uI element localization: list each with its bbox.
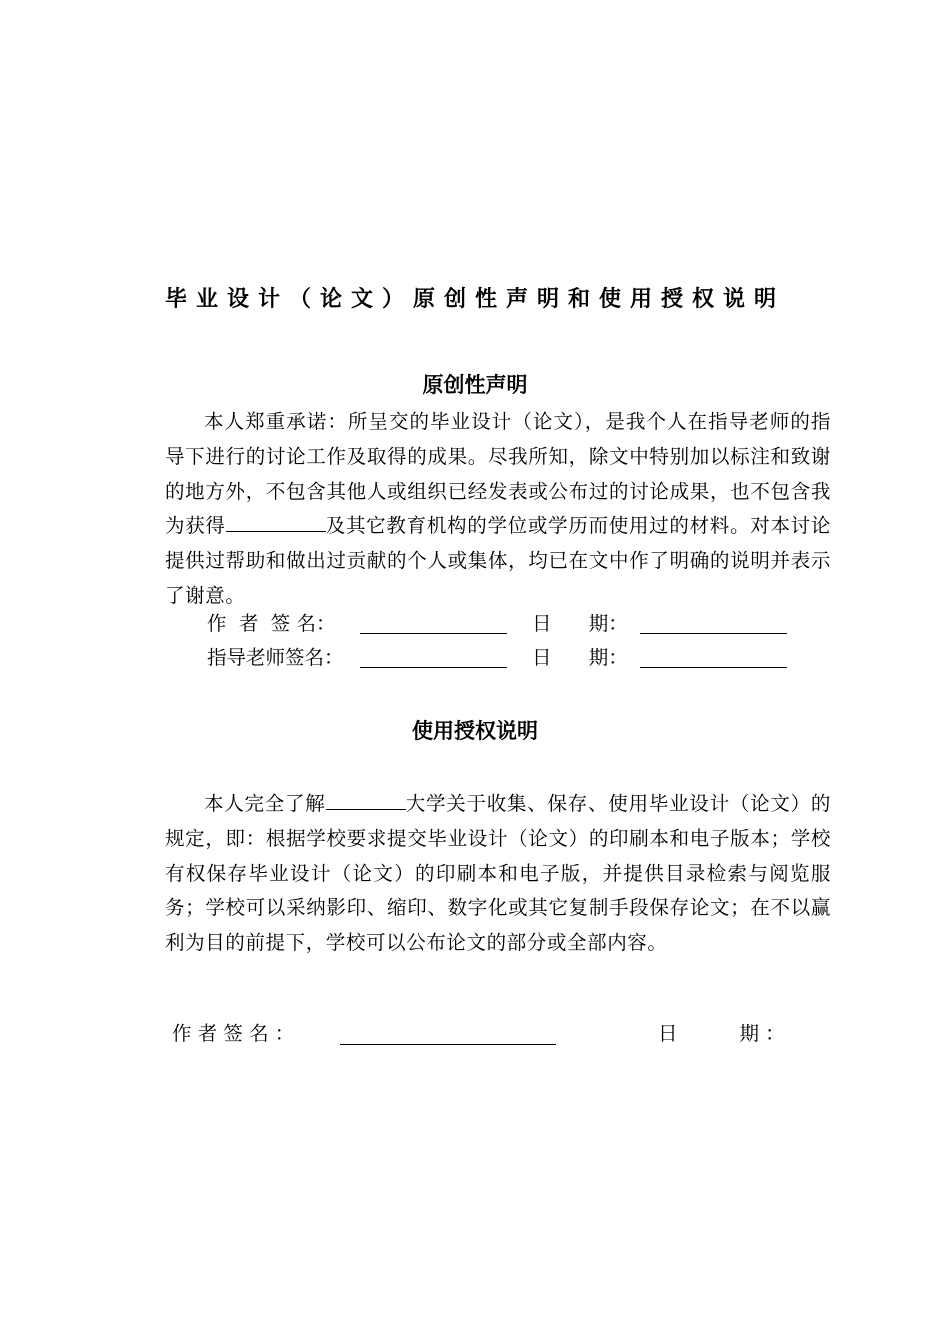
author-signature-label: 作 者 签 名：: [207, 612, 336, 635]
author-date-label: 日 期：: [532, 612, 628, 635]
advisor-signature-label: 指导老师签名：: [207, 646, 344, 669]
advisor-date-line[interactable]: [640, 667, 787, 668]
originality-text-part1: 本人郑重承诺：所呈交的毕业设计（论文），是我个人在指导老师的指导下进行的讨论工作及取得的成果。尽我所知，除文中特别加以标注和致谢的地方外，不包含其他人或组织已经发表或公布过的讨论成果，也不包含我为获得: [165, 410, 831, 538]
advisor-signature-row: [0, 641, 950, 675]
originality-text-part2: 及其它教育机构的学位或学历而使用过的材料。对本讨论提供过帮助和做出过贡献的个人或集体，均已在文中作了明确的说明并表示了谢意。: [165, 514, 831, 607]
document-title: 毕业设计（论文）原创性声明和使用授权说明: [164, 287, 785, 312]
authorization-heading: 使用授权说明: [412, 719, 538, 743]
authorization-statement: [165, 787, 831, 961]
authorization-signature-label: 作 者 签 名 ：: [172, 1022, 295, 1045]
university-blank-field[interactable]: [326, 787, 406, 810]
author-date-line[interactable]: [640, 633, 787, 634]
authorization-date-label: 日 期 ：: [658, 1022, 785, 1045]
authorization-signature-line[interactable]: [340, 1044, 556, 1045]
authorization-signature-row: [0, 1017, 950, 1051]
originality-heading: 原创性声明: [422, 373, 528, 397]
author-signature-line[interactable]: [360, 633, 507, 634]
authorization-text-part1: 本人完全了解: [204, 792, 326, 815]
degree-blank-field[interactable]: [226, 509, 326, 532]
advisor-signature-line[interactable]: [360, 667, 507, 668]
advisor-date-label: 日 期：: [532, 646, 628, 669]
originality-statement: [165, 405, 831, 614]
author-signature-row: [0, 607, 950, 641]
authorization-text-part2: 大学关于收集、保存、使用毕业设计（论文）的规定，即：根据学校要求提交毕业设计（论文）的印刷本和电子版本；学校有权保存毕业设计（论文）的印刷本和电子版，并提供目录检索与阅览服务；学校可以采纳影印、缩印、数字化或其它复制手段保存论文；在不以赢利为目的前提下，学校可以公布论文的部分或全部内容。: [165, 792, 831, 955]
